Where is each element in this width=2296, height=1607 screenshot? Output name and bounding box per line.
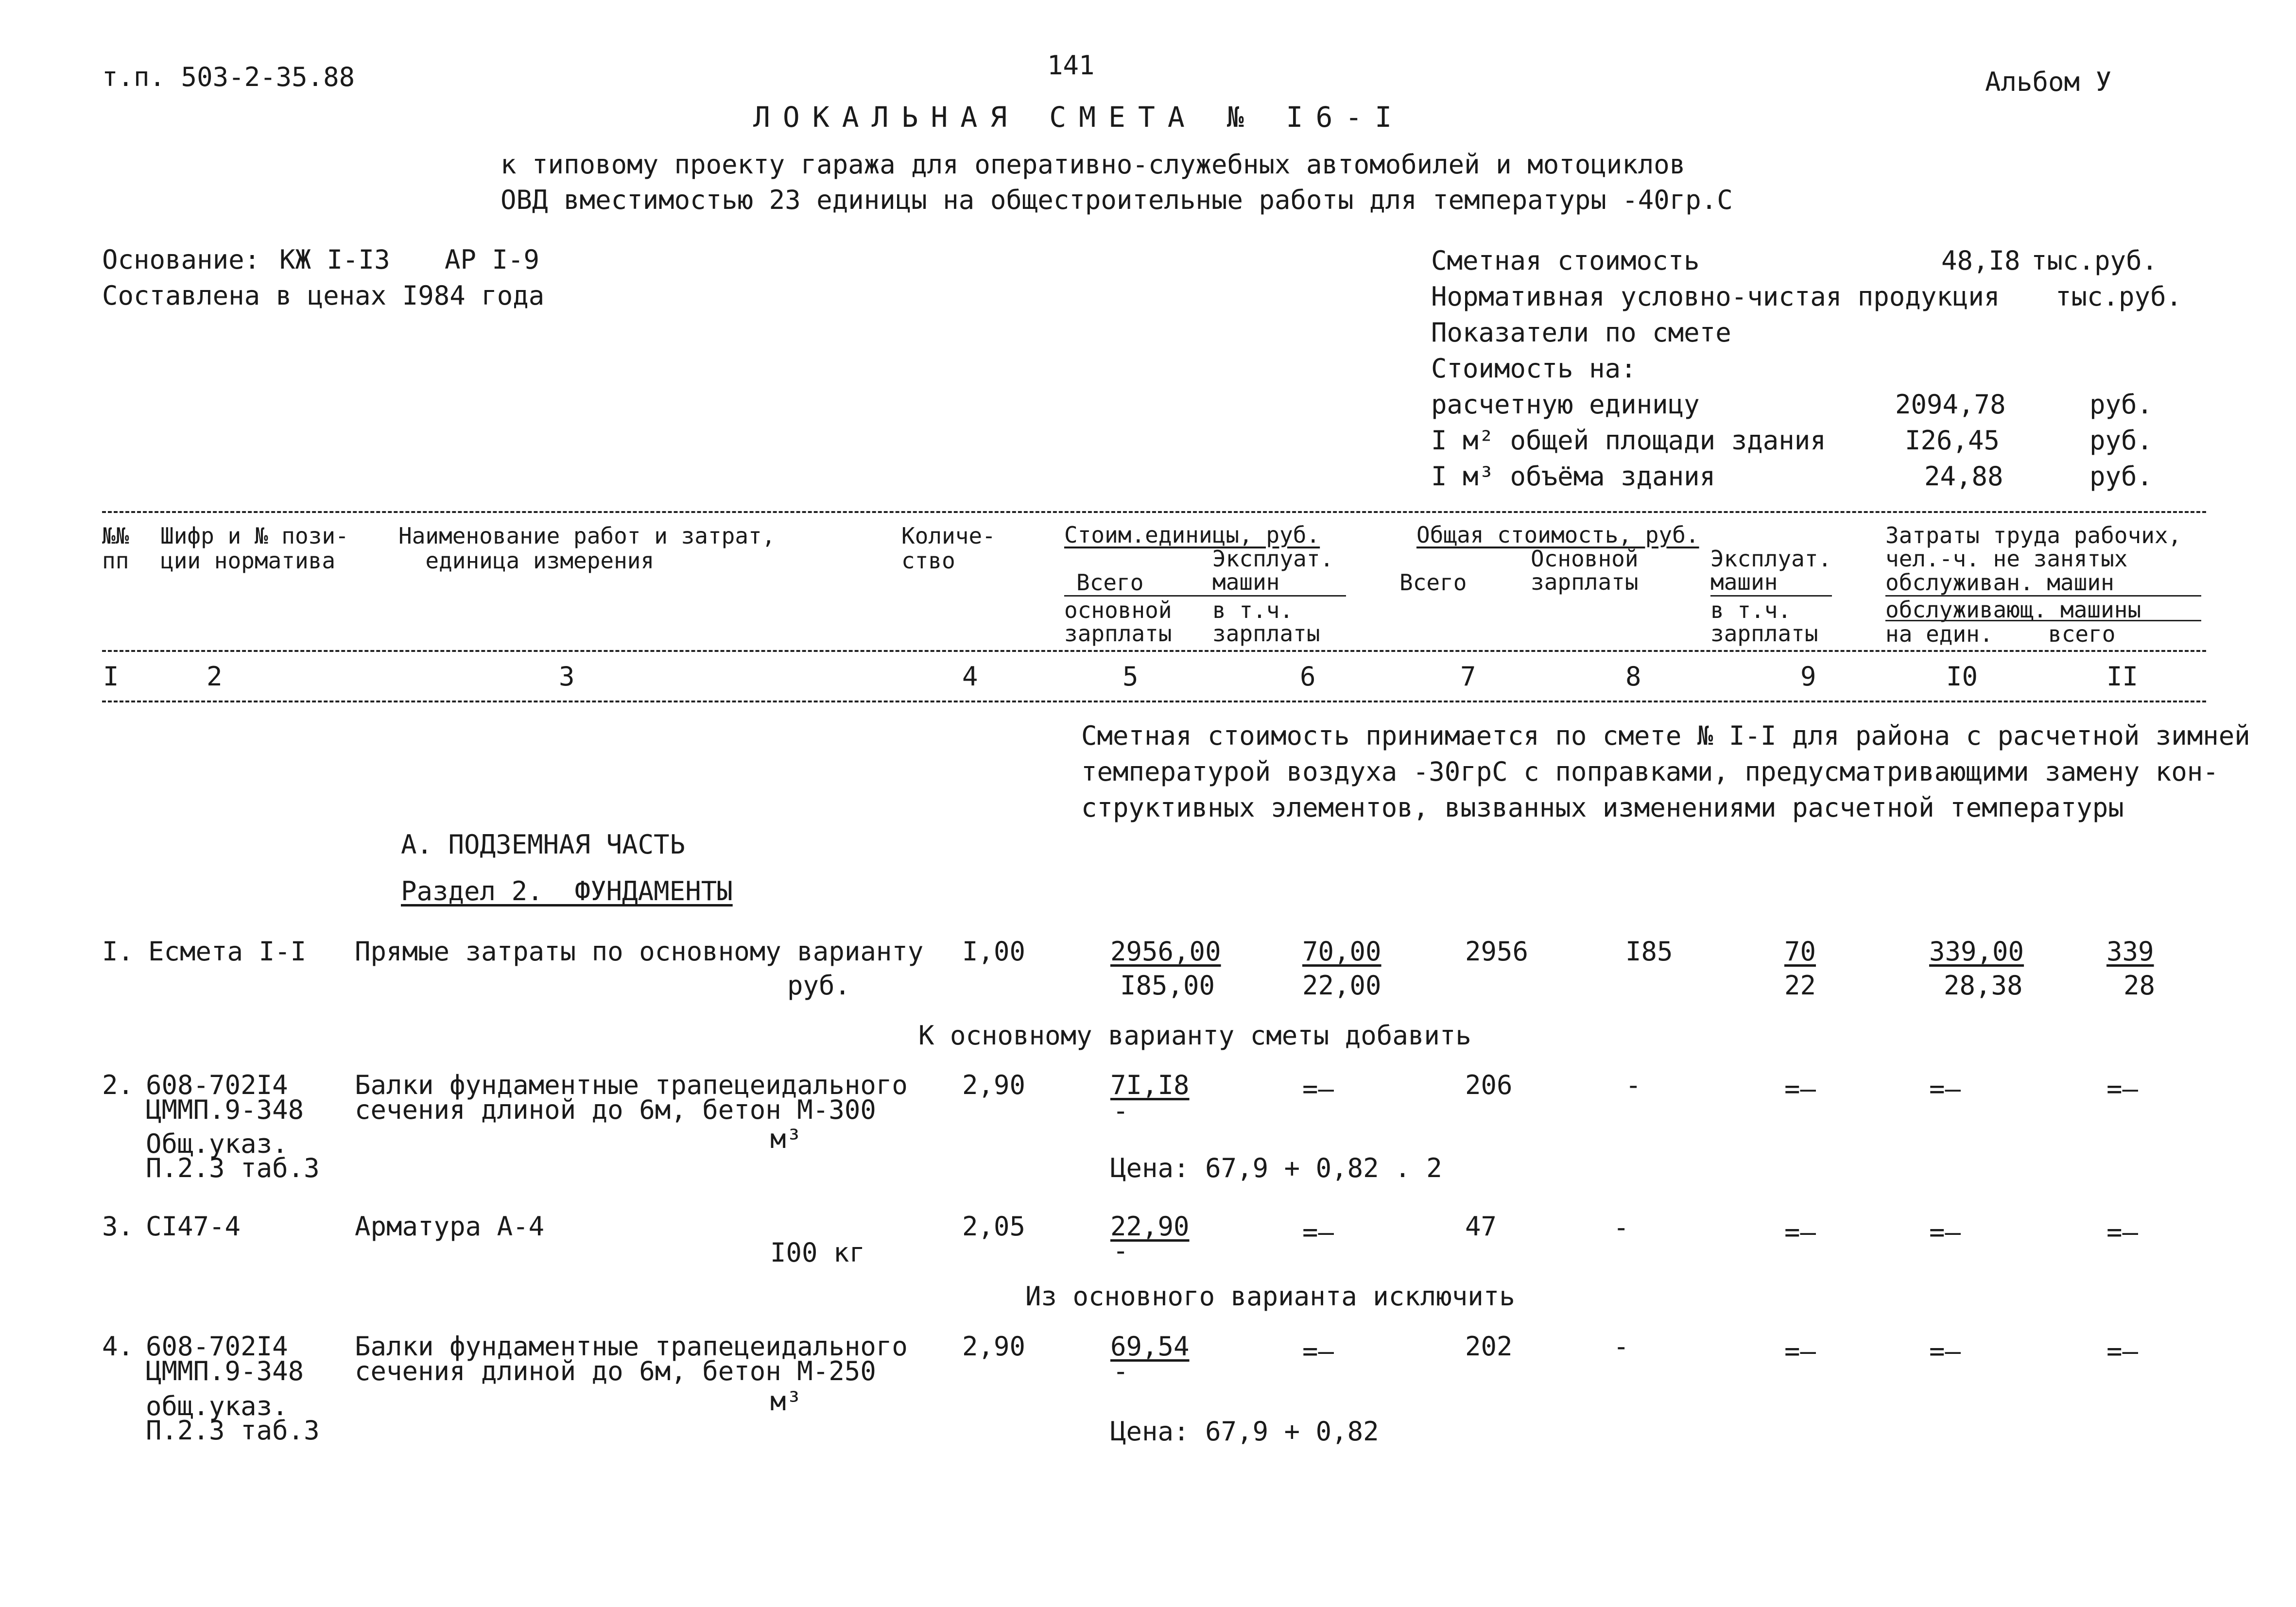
section-heading: Раздел 2. ФУНДАМЕНТЫ	[401, 876, 733, 906]
row-name-cont: сечения длиной до 6м, бетон М-300	[355, 1094, 876, 1125]
indicator-row-value: I26,45	[1905, 425, 2000, 456]
table-columns-rule	[102, 701, 2206, 702]
basis-doc-1: КЖ I-I3	[279, 244, 390, 275]
estimated-cost-unit: тыс.руб.	[2031, 245, 2158, 276]
row-reference: общ.указ.	[146, 1391, 288, 1421]
page-title: ЛОКАЛЬНАЯ СМЕТА № I6-I	[753, 101, 1405, 134]
row-unit-total: 7I,I8	[1110, 1070, 1190, 1100]
ditto-mark: =—	[2106, 1336, 2139, 1367]
col-head-unit-machine-wage: в т.ч. зарплаты	[1212, 597, 1320, 647]
col-head-unit-machine: Эксплуат. машин	[1212, 546, 1334, 596]
note-line: Сметная стоимость принимается по смете № I-I для района с расчетной зимней	[1081, 720, 2250, 751]
row-unit-total: 69,54	[1110, 1331, 1190, 1362]
col-head-unit-total: Всего	[1076, 569, 1144, 596]
col-head-total: Всего	[1399, 569, 1467, 596]
col-head-total-machine: Эксплуат. машин	[1710, 546, 1832, 596]
ditto-mark: =—	[1784, 1217, 1816, 1248]
row-name: Прямые затраты по основному варианту	[355, 936, 924, 967]
row-unit-base-wage: -	[1113, 1356, 1129, 1386]
row-labor-unit: 339,00	[1929, 936, 2024, 967]
row-number: 2.	[102, 1070, 134, 1100]
row-reference-table: П.2.3 таб.3	[146, 1153, 320, 1183]
ditto-mark: =—	[1784, 1074, 1816, 1104]
col-group-labor: Затраты труда рабочих, чел.-ч. не занятых обслуживан. машин	[1885, 522, 2182, 596]
row-code: Есмета I-I	[148, 936, 307, 967]
col-number: I0	[1946, 661, 1978, 692]
ditto-mark: =—	[1302, 1074, 1334, 1104]
row-labor-total: 339	[2106, 936, 2154, 967]
note-line: температурой воздуха -30грС с поправками, предусматривающими замену кон-	[1081, 756, 2219, 787]
row-unit-machine: 70,00	[1302, 936, 1381, 967]
ditto-mark: =—	[1929, 1217, 1961, 1248]
row-name-cont: сечения длиной до 6м, бетон М-250	[355, 1356, 876, 1386]
indicator-row-value: 24,88	[1924, 461, 2003, 492]
indicator-row-label: расчетную единицу	[1431, 389, 1700, 420]
basis-doc-2: АР I-9	[445, 244, 540, 275]
col-number: I	[103, 661, 119, 692]
row-quantity: 2,90	[962, 1070, 1026, 1100]
col-number: 3	[559, 661, 575, 692]
row-number: 4.	[102, 1331, 134, 1362]
row-code: 608-702I4	[146, 1070, 288, 1100]
row-unit: I00 кг	[770, 1237, 865, 1268]
row-unit: м³	[770, 1124, 802, 1154]
col-group-unit-cost: Стоим.единицы, руб.	[1064, 522, 1320, 548]
row-unit-base-wage: -	[1113, 1095, 1129, 1126]
col-number: 9	[1800, 661, 1816, 692]
row-code-catalog: ЦММП.9-348	[146, 1356, 304, 1386]
subtitle-line-2: ОВД вместимостью 23 единицы на общестроительные работы для температуры -40гр.С	[501, 185, 1733, 215]
add-to-variant-label: К основному варианту сметы добавить	[918, 1020, 1471, 1051]
row-quantity: 2,05	[962, 1211, 1026, 1242]
col-number: 8	[1625, 661, 1641, 692]
col-number: II	[2106, 661, 2139, 692]
row-total: 47	[1465, 1211, 1497, 1242]
row-unit: м³	[770, 1386, 802, 1417]
cost-for-label: Стоимость на:	[1431, 353, 1637, 384]
col-head-total-base-wage: Основной зарплаты	[1531, 546, 1639, 596]
album-label: Альбом У	[1985, 67, 2112, 97]
page-number: 141	[1047, 50, 1095, 81]
row-total-machine-wage: 22	[1784, 970, 1816, 1001]
table-header-rule	[102, 650, 2206, 652]
price-formula: Цена: 67,9 + 0,82 . 2	[1110, 1153, 1442, 1183]
indicator-row-label: I м³ объёма здания	[1431, 461, 1716, 492]
ditto-mark: =—	[1302, 1217, 1334, 1248]
indicator-row-unit: руб.	[2089, 461, 2153, 492]
col-head-quantity: Количе- ство	[901, 523, 996, 574]
col-head-unit-base-wage: основной зарплаты	[1064, 597, 1172, 647]
col-number: 5	[1122, 661, 1139, 692]
row-total: 202	[1465, 1331, 1513, 1362]
row-total-base-wage: -	[1625, 1070, 1641, 1100]
col-head-code: Шифр и № пози- ции норматива	[160, 523, 349, 574]
part-heading: А. ПОДЗЕМНАЯ ЧАСТЬ	[401, 829, 686, 860]
row-quantity: I,00	[962, 936, 1026, 967]
ditto-mark: =—	[1929, 1336, 1961, 1367]
row-reference: Общ.указ.	[146, 1128, 288, 1159]
col-number: 2	[207, 661, 223, 692]
row-unit-machine-wage: 22,00	[1302, 970, 1381, 1001]
col-number: 6	[1300, 661, 1316, 692]
row-labor-unit-machine: 28,38	[1944, 970, 2023, 1001]
col-head-labor-unit: на един.	[1885, 621, 1993, 647]
row-reference-table: П.2.3 таб.3	[146, 1415, 320, 1446]
indicator-row-unit: руб.	[2089, 425, 2153, 456]
col-head-total-machine-wage: в т.ч. зарплаты	[1710, 597, 1818, 647]
price-formula: Цена: 67,9 + 0,82	[1110, 1416, 1379, 1447]
row-unit-base-wage: -	[1113, 1235, 1129, 1266]
ditto-mark: =—	[1784, 1336, 1816, 1367]
total-machine-sub-rule	[1710, 595, 1832, 597]
col-head-number: №№ пп	[102, 523, 129, 574]
ditto-mark: =—	[1929, 1074, 1961, 1104]
row-total: 206	[1465, 1070, 1513, 1100]
row-unit-base-wage: I85,00	[1120, 970, 1215, 1001]
exclude-from-variant-label: Из основного варианта исключить	[1025, 1281, 1515, 1312]
indicator-row-value: 2094,78	[1895, 389, 2006, 420]
row-number: 3.	[102, 1211, 134, 1242]
row-code: СI47-4	[146, 1211, 241, 1242]
row-number: I.	[102, 936, 134, 967]
subtitle-line-1: к типовому проекту гаража для оперативно-служебных автомобилей и мотоциклов	[501, 149, 1686, 180]
row-labor-total-machine: 28	[2123, 970, 2156, 1001]
row-total-machine: 70	[1784, 936, 1816, 967]
indicator-row-label: I м² общей площади здания	[1431, 425, 1826, 456]
row-name: Арматура А-4	[355, 1211, 545, 1242]
col-head-labor-subgroup: обслуживающ. машины	[1885, 597, 2141, 623]
col-head-labor-total: всего	[2048, 621, 2116, 647]
ditto-mark: =—	[1302, 1336, 1334, 1367]
row-unit-total: 2956,00	[1110, 936, 1221, 967]
indicator-row-unit: руб.	[2089, 389, 2153, 420]
row-unit-total: 22,90	[1110, 1211, 1190, 1242]
row-total-base-wage: I85	[1625, 936, 1673, 967]
col-number: 7	[1460, 661, 1476, 692]
col-head-name: Наименование работ и затрат, единица измерения	[398, 523, 776, 574]
price-basis: Составлена в ценах I984 года	[102, 280, 545, 311]
indicators-label: Показатели по смете	[1431, 317, 1731, 348]
net-product-unit: тыс.руб.	[2055, 281, 2182, 312]
row-code-catalog: ЦММП.9-348	[146, 1094, 304, 1125]
row-code: 608-702I4	[146, 1331, 288, 1362]
row-total-base-wage: -	[1613, 1212, 1629, 1243]
col-group-total-cost: Общая стоимость, руб.	[1416, 522, 1699, 548]
row-total-base-wage: -	[1613, 1331, 1629, 1362]
row-total: 2956	[1465, 936, 1529, 967]
ditto-mark: =—	[2106, 1217, 2139, 1248]
basis-label: Основание:	[102, 244, 260, 275]
row-quantity: 2,90	[962, 1331, 1026, 1362]
estimated-cost-value: 48,I8	[1941, 245, 2020, 276]
row-name: Балки фундаментные трапецеидального	[355, 1331, 908, 1362]
note-line: структивных элементов, вызванных изменениями расчетной температуры	[1081, 792, 2124, 823]
project-code: т.п. 503-2-35.88	[102, 62, 355, 92]
unit-cost-sub-rule	[1064, 595, 1346, 597]
col-number: 4	[962, 661, 978, 692]
estimated-cost-label: Сметная стоимость	[1431, 245, 1700, 276]
net-product-label: Нормативная условно-чистая продукция	[1431, 281, 2000, 312]
row-unit: руб.	[787, 970, 851, 1001]
table-top-rule	[102, 511, 2206, 513]
row-name: Балки фундаментные трапецеидального	[355, 1070, 908, 1100]
ditto-mark: =—	[2106, 1074, 2139, 1104]
